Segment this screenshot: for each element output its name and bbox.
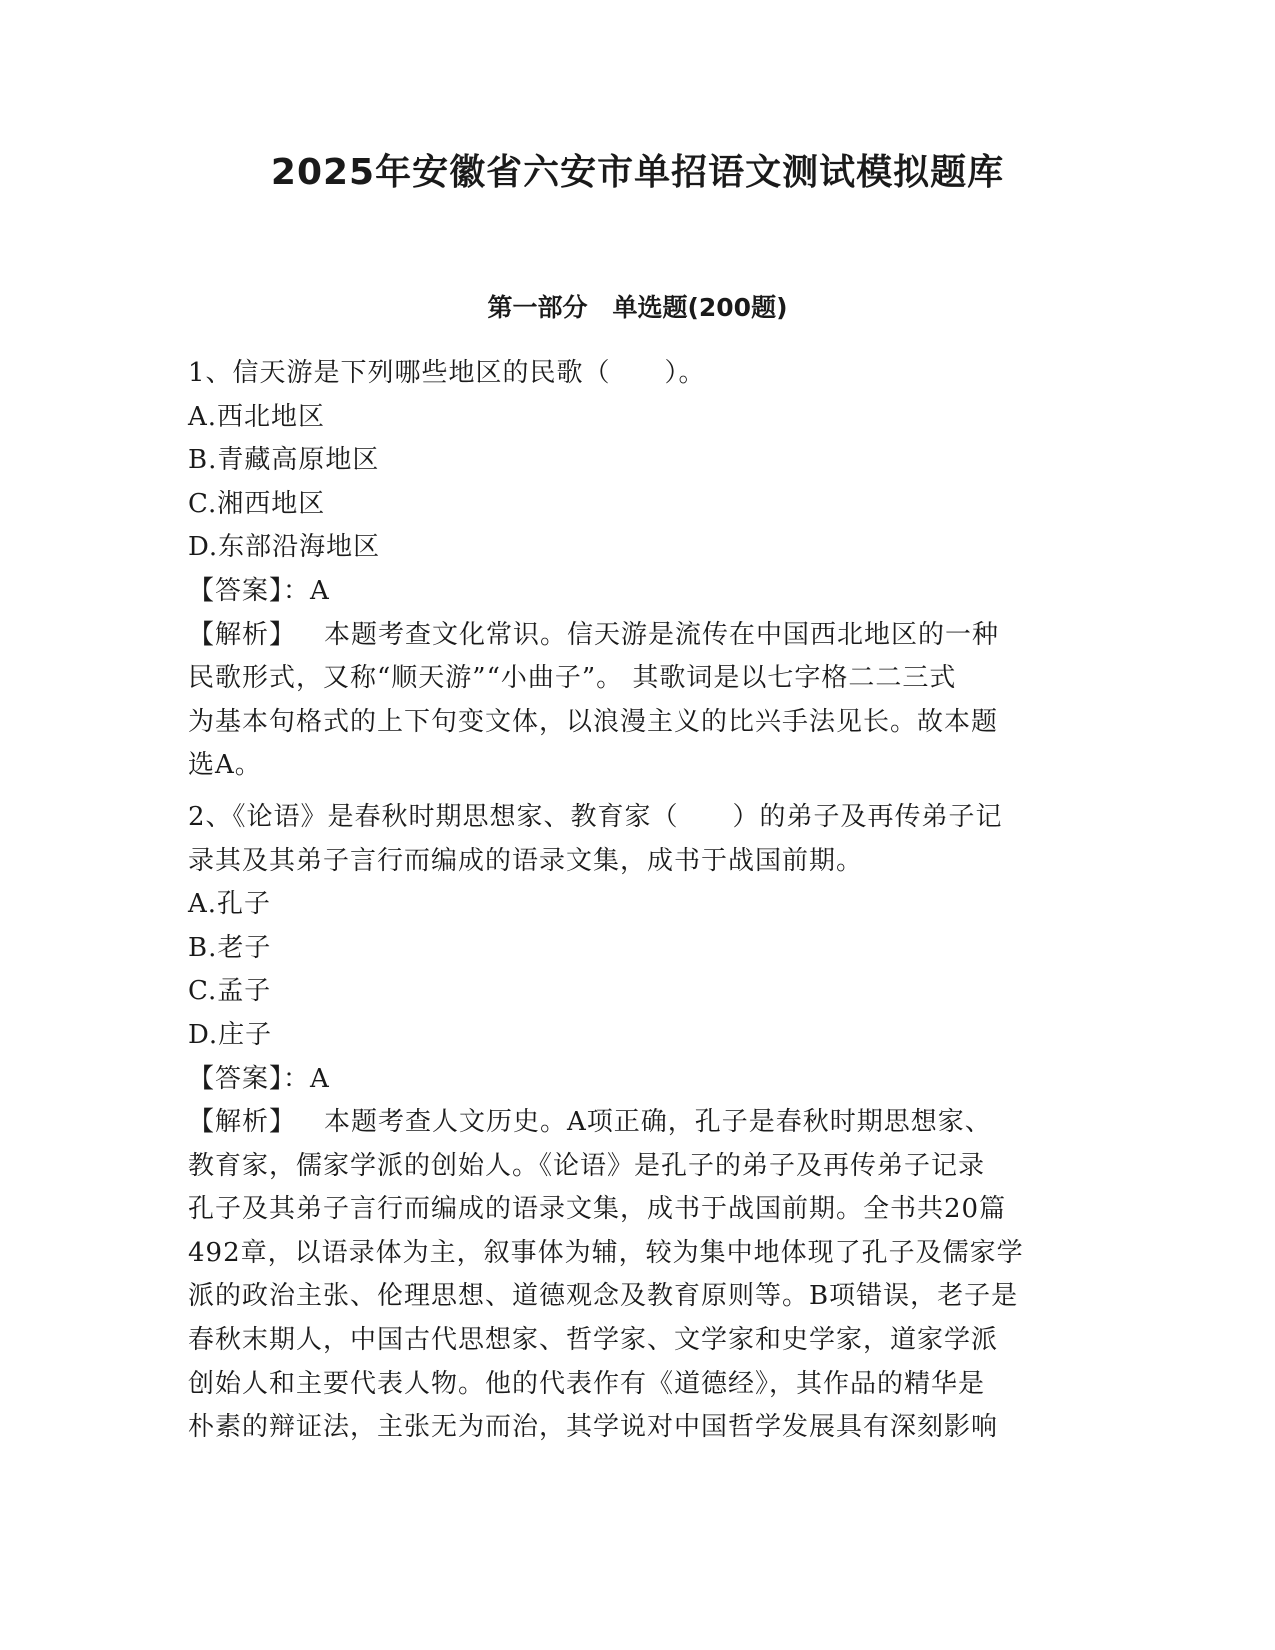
option-b: B.老子 <box>188 932 272 963</box>
analysis-text: 朴素的辩证法，主张无为而治，其学说对中国哲学发展具有深刻影响 <box>188 1412 999 1443</box>
question-list <box>188 352 1088 1450</box>
option-b: B.青藏高原地区 <box>188 445 380 476</box>
analysis-line <box>188 614 1088 658</box>
question-stem: 1、信天游是下列哪些地区的民歌（ ）。 <box>188 358 706 388</box>
option-d: D.东部沿海地区 <box>188 532 381 563</box>
analysis-label: 【解析】 <box>188 619 297 650</box>
analysis-text: 本题考查文化常识。信天游是流传在中国西北地区的一种 <box>324 619 1000 650</box>
analysis-text: 选A。 <box>188 750 262 781</box>
analysis-label: 【解析】 <box>188 1107 297 1138</box>
document-title: 2025年安徽省六安市单招语文测试模拟题库 <box>270 152 1005 193</box>
answer-label: 【答案】： <box>188 575 311 606</box>
analysis-text: 492章，以语录体为主，叙事体为辅，较为集中地体现了孔子及儒家学 <box>188 1237 1024 1268</box>
question-stem: 2、《论语》是春秋时期思想家、教育家（ ）的弟子及再传弟子记 <box>188 801 1003 832</box>
answer-line <box>188 570 1088 614</box>
analysis-text: 春秋末期人，中国古代思想家、哲学家、文学家和史学家，道家学派 <box>188 1325 999 1356</box>
question-stem: 录其及其弟子言行而编成的语录文集，成书于战国前期。 <box>188 845 864 876</box>
analysis-text: 为基本句格式的上下句变文体，以浪漫主义的比兴手法见长。故本题 <box>188 706 999 737</box>
analysis-text: 派的政治主张、伦理思想、道德观念及教育原则等。B项错误，老子是 <box>188 1281 1019 1312</box>
option-d: D.庄子 <box>188 1019 273 1050</box>
analysis-text: 创始人和主要代表人物。他的代表作有《道德经》，其作品的精华是 <box>188 1368 986 1399</box>
answer-value: A <box>310 1063 330 1094</box>
option-a: A.孔子 <box>188 889 272 920</box>
answer-line <box>188 1058 1088 1102</box>
section-title: 第一部分 单选题(200题) <box>487 293 788 322</box>
question-2 <box>188 796 1088 1450</box>
question-1 <box>188 352 1088 788</box>
option-c: C.湘西地区 <box>188 488 326 519</box>
analysis-line <box>188 1101 1088 1145</box>
analysis-text: 教育家，儒家学派的创始人。《论语》是孔子的弟子及再传弟子记录 <box>188 1150 986 1181</box>
answer-label: 【答案】： <box>188 1063 311 1094</box>
analysis-text: 本题考查人文历史。A项正确，孔子是春秋时期思想家、 <box>324 1107 992 1138</box>
answer-value: A <box>310 575 330 606</box>
analysis-text: 孔子及其弟子言行而编成的语录文集，成书于战国前期。全书共20篇 <box>188 1194 1007 1225</box>
analysis-text: 民歌形式，又称“顺天游”“小曲子”。 其歌词是以七字格二二三式 <box>188 663 957 694</box>
option-a: A.西北地区 <box>188 401 326 432</box>
option-c: C.孟子 <box>188 976 272 1007</box>
